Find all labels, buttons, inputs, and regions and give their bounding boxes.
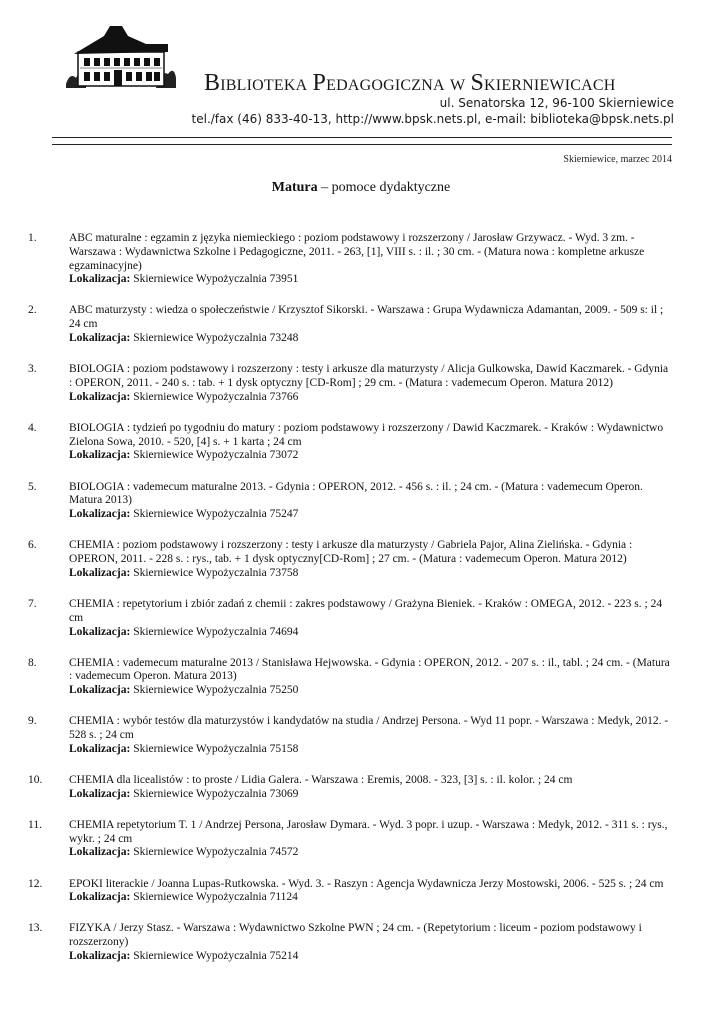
location-label: Lokalizacja:	[69, 390, 131, 403]
list-item-description: BIOLOGIA : tydzień po tygodniu do matury : poziom podstawowy i rozszerzony / Dawid Kaczmarek. - Kraków : Wydawnictwo Zielona Sowa, 2010. - 520, [4] s. + 1 karta ; 24 cm	[69, 421, 664, 448]
library-contact: tel./fax (46) 833-40-13, http://www.bpsk.nets.pl, e-mail: biblioteka@bpsk.nets.pl	[191, 112, 674, 126]
list-item-description: EPOKI literackie / Joanna Lupas-Rutkowska. - Wyd. 3. - Raszyn : Agencja Wydawnicza Jerzy Mostowski, 2006. - 525 s. ; 24 cm	[69, 877, 664, 890]
header-divider-thick	[52, 144, 672, 145]
library-name	[204, 70, 674, 97]
document-title-rest: – pomoce dydaktyczne	[317, 180, 451, 195]
list-item	[0, 232, 722, 287]
location-label: Lokalizacja:	[69, 891, 131, 904]
location-value: Skierniewice Wypożyczalnia 73248	[133, 332, 299, 345]
location-label: Lokalizacja:	[69, 449, 131, 462]
list-item-description: BIOLOGIA : vademecum maturalne 2013. - Gdynia : OPERON, 2012. - 456 s. : il. ; 24 cm. - (Matura : vademecum Operon. Matura 2013)	[69, 480, 643, 507]
title-cap-4: S	[470, 70, 485, 96]
location-value: Skierniewice Wypożyczalnia 73069	[133, 787, 299, 800]
list-item-number: 12.	[28, 877, 43, 890]
location-label: Lokalizacja:	[69, 742, 131, 755]
location-label: Lokalizacja:	[69, 508, 131, 521]
list-item	[0, 422, 722, 463]
list-item-number: 5.	[28, 480, 37, 493]
list-item-number: 13.	[28, 922, 43, 935]
location-value: Skierniewice Wypożyczalnia 74694	[133, 625, 299, 638]
list-item-number: 6.	[28, 539, 37, 552]
list-item-number: 7.	[28, 597, 37, 610]
location-label: Lokalizacja:	[69, 950, 131, 963]
list-item	[0, 922, 722, 963]
list-item-description: CHEMIA : vademecum maturalne 2013 / Stanisława Hejwowska. - Gdynia : OPERON, 2012. - 207 s. : il., tabl. ; 24 cm. - (Matura : vademecum Operon. Matura 2013)	[69, 656, 670, 683]
location-value: Skierniewice Wypożyczalnia 75214	[133, 950, 299, 963]
list-item	[0, 878, 722, 906]
location-value: Skierniewice Wypożyczalnia 75250	[133, 684, 299, 697]
list-item-number: 2.	[28, 304, 37, 317]
location-label: Lokalizacja:	[69, 625, 131, 638]
list-item-description: BIOLOGIA : poziom podstawowy i rozszerzony : testy i arkusze dla maturzysty / Alicja Gulkowska, Dawid Kaczmarek. - Gdynia : OPERON, 2011. - 240 s. : tab. + 1 dysk optyczny [CD-Rom] ; 29 cm. - (Matura : vademecum Operon. Matura 2012)	[69, 363, 669, 389]
list-item-number: 10.	[28, 773, 43, 786]
list-item	[0, 657, 722, 698]
location-value: Skierniewice Wypożyczalnia 74572	[133, 846, 299, 859]
header-divider-thin	[52, 137, 672, 138]
location-label: Lokalizacja:	[69, 846, 131, 859]
list-item-number: 9.	[28, 715, 37, 728]
list-item-number: 11.	[28, 818, 42, 831]
list-item-description: FIZYKA / Jerzy Stasz. - Warszawa : Wydawnictwo Szkolne PWN ; 24 cm. - (Repetytorium : liceum - poziom podstawowy i rozszerzony)	[69, 922, 642, 949]
location-value: Skierniewice Wypożyczalnia 75158	[133, 742, 299, 755]
title-word-1: IBLIOTEKA	[220, 77, 308, 94]
list-item	[0, 539, 722, 580]
title-cap-2: P	[312, 70, 327, 96]
list-item	[0, 304, 722, 345]
library-address: ul. Senatorska 12, 96-100 Skierniewice	[439, 96, 674, 110]
list-item-number: 4.	[28, 421, 37, 434]
title-cap-1: B	[204, 70, 221, 96]
list-item-description: CHEMIA : poziom podstawowy i rozszerzony : testy i arkusze dla maturzysty / Gabriela Pajor, Alina Zielińska. - Gdynia : OPERON, 2011. - 228 s. : rys., tab. + 1 dysk optyczny[CD-Rom] ; 27 cm. - (Matura : vademecum Operon. Matura 2012)	[69, 539, 633, 566]
list-item	[0, 819, 722, 860]
list-item	[0, 598, 722, 639]
list-item	[0, 363, 722, 404]
location-value: Skierniewice Wypożyczalnia 73758	[133, 566, 299, 579]
list-item-number: 3.	[28, 363, 37, 376]
document-title-bold: Matura	[271, 180, 318, 195]
list-item-description: CHEMIA repetytorium T. 1 / Andrzej Persona, Jarosław Dymara. - Wyd. 3 popr. i uzup. - Warszawa : Medyk, 2012. - 311 s. : rys., wykr. ; 24 cm	[69, 818, 668, 845]
list-item-number: 8.	[28, 656, 37, 669]
document-title	[0, 180, 722, 196]
location-label: Lokalizacja:	[69, 332, 131, 345]
document-date: Skierniewice, marzec 2014	[563, 154, 672, 165]
list-item	[0, 715, 722, 756]
location-value: Skierniewice Wypożyczalnia 73072	[133, 449, 299, 462]
list-item-description: ABC maturzysty : wiedza o społeczeństwie / Krzysztof Sikorski. - Warszawa : Grupa Wydawnicza Adamantan, 2009. - 509 s: il ; 24 cm	[69, 304, 664, 331]
list-item-number: 1.	[28, 232, 37, 244]
location-label: Lokalizacja:	[69, 566, 131, 579]
location-value: Skierniewice Wypożyczalnia 71124	[133, 891, 298, 904]
list-item-description: CHEMIA : wybór testów dla maturzystów i kandydatów na studia / Andrzej Persona. - Wyd 11 popr. - Warszawa : Medyk, 2012. - 528 s. ; 24 cm	[69, 715, 669, 742]
bibliography-list	[0, 232, 722, 981]
title-word-2: EDAGOGICZNA	[326, 77, 445, 94]
location-value: Skierniewice Wypożyczalnia 73951	[133, 273, 299, 286]
list-item-description: CHEMIA : repetytorium i zbiór zadań z chemii : zakres podstawowy / Grażyna Bieniek. - Kraków : OMEGA, 2012. - 223 s. ; 24 cm	[69, 597, 663, 624]
location-label: Lokalizacja:	[69, 273, 131, 286]
location-value: Skierniewice Wypożyczalnia 73766	[133, 390, 299, 403]
list-item	[0, 481, 722, 522]
location-label: Lokalizacja:	[69, 684, 131, 697]
title-word-3: W	[449, 77, 466, 94]
title-word-4: KIERNIEWICACH	[484, 77, 616, 94]
list-item-description: CHEMIA dla licealistów : to proste / Lidia Galera. - Warszawa : Eremis, 2008. - 323, [3] s. : il. kolor. ; 24 cm	[69, 773, 573, 786]
location-value: Skierniewice Wypożyczalnia 75247	[133, 508, 299, 521]
list-item	[0, 774, 722, 802]
location-label: Lokalizacja:	[69, 787, 131, 800]
list-item-description: ABC maturalne : egzamin z języka niemieckiego : poziom podstawowy i rozszerzony / Jarosław Grzywacz. - Wyd. 3 zm. - Warszawa : Wydawnictwa Szkolne i Pedagogiczne, 2011. - 263, [1], VIII s. : il. ; 30 cm. - (Matura nowa : kompletne arkusze egzaminacyjne)	[69, 232, 645, 272]
library-building-logo	[64, 22, 176, 92]
